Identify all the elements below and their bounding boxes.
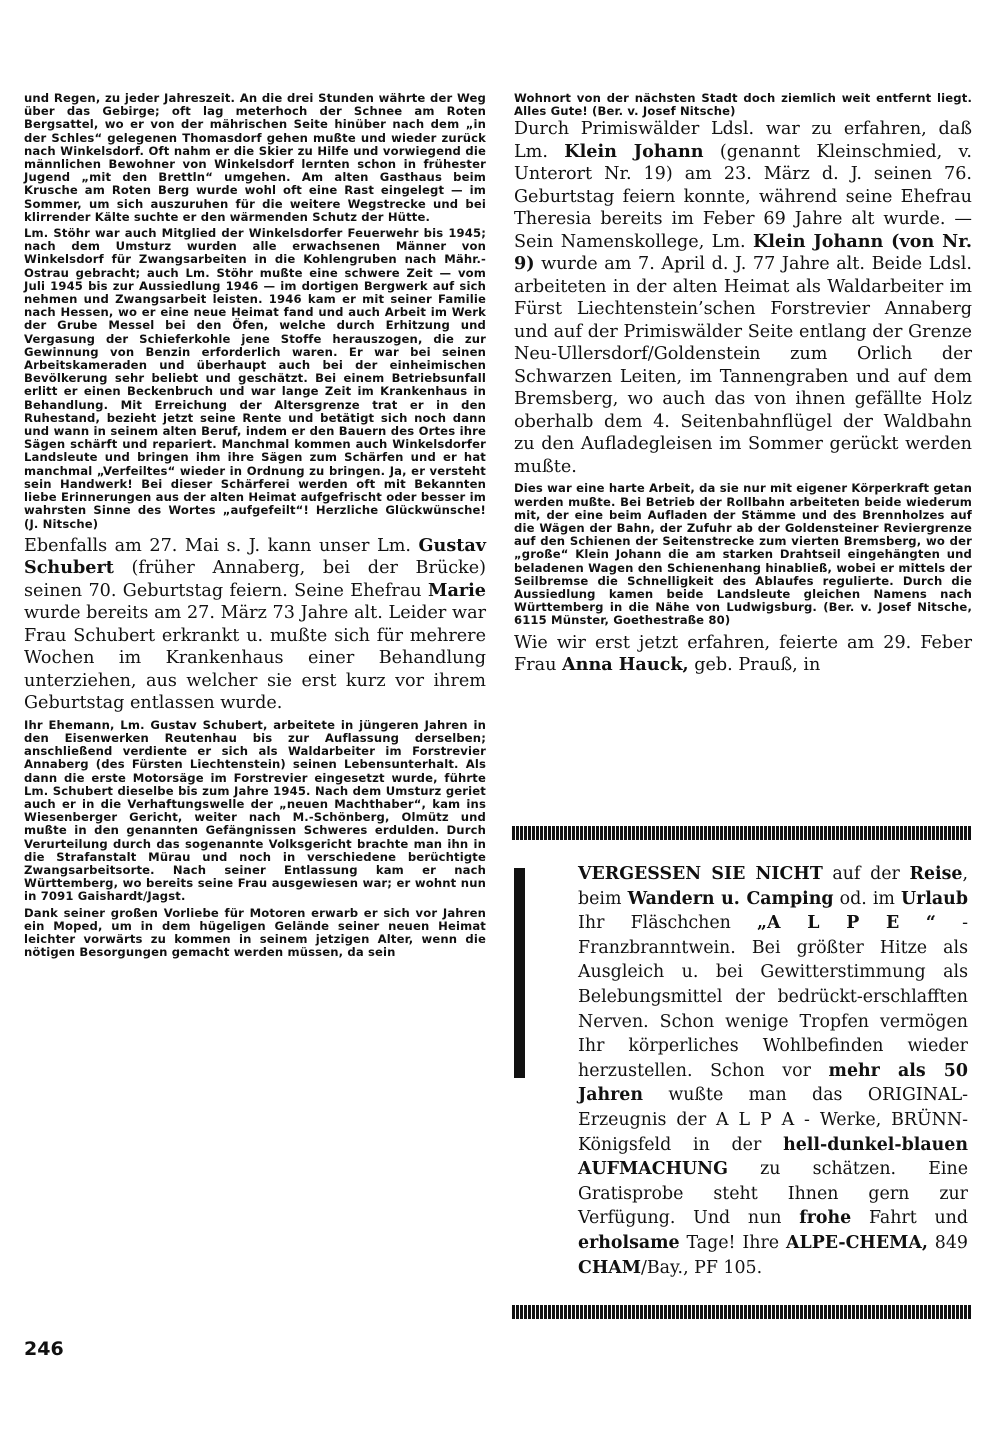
alpe-brand-name: „A L P E “ — [757, 913, 936, 934]
hauck-paragraph: Wie wir erst jetzt erfahren, feierte am 29. Feber Frau Anna Hauck, geb. Prauß, in — [514, 632, 972, 676]
stoehr-paragraph-1: und Regen, zu jeder Jahreszeit. An die drei Stunden währte der Weg über das Gebirge; oft lag meterhoch der Schnee am Roten Bergsattel, wo er von der mährischen Seite hinüber nach dem „in der Schles“ gelegenen Thomasdorf gehen mußte und wieder zurück nach Winkelsdorf. Oft nahm er die Skier zu Hilfe und vorwiegend die männlichen Bewohner von Winkelsdorf lernten schon in frühester Jugend „mit den Brettln“ umgehen. Am alten Gasthaus beim Krusche am Roten Berg wurde wohl oft eine Rast eingelegt — im Sommer, um sich auszuruhen für die weitere Wegstrecke und bei klirrender Kälte suchte er den wärmenden Schutz der Hütte. — [24, 91, 486, 224]
klein-johann-paragraph: Durch Primiswälder Ldsl. war zu erfahren, daß Lm. Klein Johann (genannt Kleinschmied, v. Unterort Nr. 19) am 23. März d. J. seinen 76. Geburtstag feiern konnte, während seine Ehefrau Theresia bereits im Feber 69 Jahre alt wurde. — Sein Namenskollege, Lm. Klein Johann (von Nr. 9) wurde am 7. April d. J. 77 Jahre alt. Beide Ldsl. arbeiteten in der alten Heimat als Waldarbeiter im Fürst Liechtenstein’schen Forstrevier Annaberg und auf der Primiswälder Seite entlang der Grenze Neu-Ullersdorf/Goldenstein zum Orlich der Schwarzen Leiten, im Tannengraben und auf dem Bremsberg, wo auch das von ihnen gefällte Holz oberhalb dem 4. Seitenbahnflügel der Waldbahn zu den Aufladegleisen im Sommer gerückt werden mußte. — [514, 119, 972, 477]
person-name-anna-hauck: Anna Hauck, — [562, 654, 689, 676]
page-number: 246 — [24, 1338, 64, 1360]
alpe-advertisement: VERGESSEN SIE NICHT auf der Reise, beim Wandern u. Camping od. im Urlaub Ihr Fläschchen „A L P E “ -Franzbranntwein. Bei größter Hitze als Ausgleich u. bei Gewitterstimmung als Belebungsmittel der bedrückt-erschlafften Nerven. Schon wenige Tropfen vermögen Ihr körperliches Wohlbefinden wieder herzustellen. Schon vor mehr als 50 Jahren wußte man das ORIGINAL-Erzeugnis der A L P A - Werke, BRÜNN-Königsfeld in der hell-dunkel-blauen AUFMACHUNG zu schätzen. Eine Gratisprobe steht Ihnen gern zur Verfügung. Und nun frohe Fahrt und erholsame Tage! Ihre ALPE-CHEMA, 849 CHAM/Bay., PF 105. — [578, 864, 969, 1278]
person-name-klein-johann-1: Klein Johann — [564, 140, 704, 162]
ad-bottom-rule — [512, 1305, 972, 1319]
schubert-intro-paragraph: Ebenfalls am 27. Mai s. J. kann unser Lm. Gustav Schubert (früher Annaberg, bei der Brücke) seinen 70. Geburtstag feiern. Seine Ehefrau Marie wurde bereits am 27. März 73 Jahre alt. Leider war Frau Schubert erkrankt u. mußte sich für mehrere Wochen im Krankenhaus einer Behandlung unterziehen, aus welcher sie erst kurz vor ihrem Geburtstag entlassen wurde. — [24, 534, 486, 714]
person-name-marie: Marie — [427, 579, 486, 601]
person-name-klein-johann-2: Klein Johann (von Nr. 9) — [514, 230, 972, 275]
stoehr-paragraph-2: Lm. Stöhr war auch Mitglied der Winkelsdorfer Feuerwehr bis 1945; nach dem Umsturz wurden alle erwachsenen Männer von Winkelsdorf für Zwangsarbeiten in die Kohlengruben nach Mähr.-Ostrau gebracht; auch Lm. Stöhr mußte eine schwere Zeit — vom Juli 1945 bis zur Aussiedlung 1946 — im dortigen Bergwerk auf sich nehmen und Zwangsarbeit leisten. 1946 kam er mit seiner Familie nach Hessen, wo er eine neue Heimat fand und auch Arbeit im Werk der Grube Messel bei den Öfen, welche durch Erhitzung und Vergasung der Schieferkohle jene Stoffe herauszogen, die zur Gewinnung von Benzin erforderlich waren. Er war bei seinen Arbeitskameraden und überhaupt auch bei der einheimischen Bevölkerung sehr beliebt und geschätzt. Bei einem Betriebsunfall erlitt er einen Beckenbruch und war lange Zeit im Krankenhaus in Behandlung. Mit Erreichung der Altersgrenze trat er in den Ruhestand, bezieht jetzt seine Rente und betätigt sich noch dann und wann in seinem alten Beruf, indem er den Bauern des Ortes ihre Sägen schärft und repariert. Manchmal kommen auch Winkelsdorfer Landsleute und bringen ihm ihre Sägen zum Schärfen und er hat manchmal „Verfeiltes“ wieder in Ordnung zu bringen. Ja, er versteht sein Handwerk! Bei dieser Schärferei werden oft mit Bekannten liebe Erinnerungen aus der alten Heimat aufgefrischt oder besser im wahrsten Sinne des Wortes „aufgefeilt“! Herzliche Glückwünsche! (J. Nitsche) — [24, 226, 486, 531]
left-column — [24, 92, 486, 959]
schubert-paragraph-3: Dank seiner großen Vorliebe für Motoren erwarb er sich vor Jahren ein Moped, um in dem hügeligen Gelände seiner neuen Heimat leichter vorwärts zu kommen in seinem jetzigen Alter, wenn die nötigen Besorgungen gemacht werden müssen, da sein — [24, 905, 486, 960]
right-column — [514, 92, 972, 677]
ad-top-rule — [512, 826, 972, 840]
schubert-paragraph-2: Ihr Ehemann, Lm. Gustav Schubert, arbeitete in jüngeren Jahren in den Eisenwerken Reutenhau bis zur Auflassung derselben; anschließend verdiente er sich als Waldarbeiter im Forstrevier Annaberg (des Fürsten Liechtenstein) seinen Lebensunterhalt. Als dann die erste Motorsäge im Forstrevier eingesetzt wurde, führte Lm. Schubert dieselbe bis zum Jahre 1945. Nach dem Umsturz geriet auch er in die Verhaftungswelle der „neuen Machthaber“, kam ins Wiesenberger Gericht, weiter nach M.-Schönberg, Olmütz und mußte in den genannten Gefängnissen Schweres erdulden. Durch Verurteilung durch das sogenannte Volksgericht brachte man ihn in die Strafanstalt Mürau und noch in verschiedene berüchtigte Zwangsarbeitsorte. Nach seiner Entlassung kam er nach Württemberg, wo bereits seine Frau ausgewiesen war; er wohnt nun in 7091 Gaishardt/Jagst. — [24, 717, 486, 904]
person-name-gustav-schubert: Gustav Schubert — [24, 534, 486, 579]
klein-johann-paragraph-2: Dies war eine harte Arbeit, da sie nur mit eigener Körperkraft getan werden mußte. Bei Betrieb der Rollbahn arbeiteten beide wiederum mit, der eine beim Aufladen der Stämme und des Brennholzes auf die Wägen der Bahn, der Zufuhr ab der Goldensteiner Reviergrenze auf den Schienen der Seitenstrecke zum vierten Bremsberg, wo der „große“ Klein Johann die am starken Drahtseil eingehängten und beladenen Wagen den Schienenhang hinabließ, wobei er mittels der Seilbremse die Schnelligkeit des Ablaufes regulierte. Durch die Aussiedlung kamen beide Landsleute gleichen Namens nach Württemberg in die Nähe von Ludwigsburg. (Ber. v. Josef Nitsche, 6115 Münster, Goethestraße 80) — [514, 481, 972, 628]
ad-side-bar — [514, 868, 525, 1078]
schubert-paragraph-end: Wohnort von der nächsten Stadt doch ziemlich weit entfernt liegt. Alles Gute! (Ber. v. Josef Nitsche) — [514, 91, 972, 119]
